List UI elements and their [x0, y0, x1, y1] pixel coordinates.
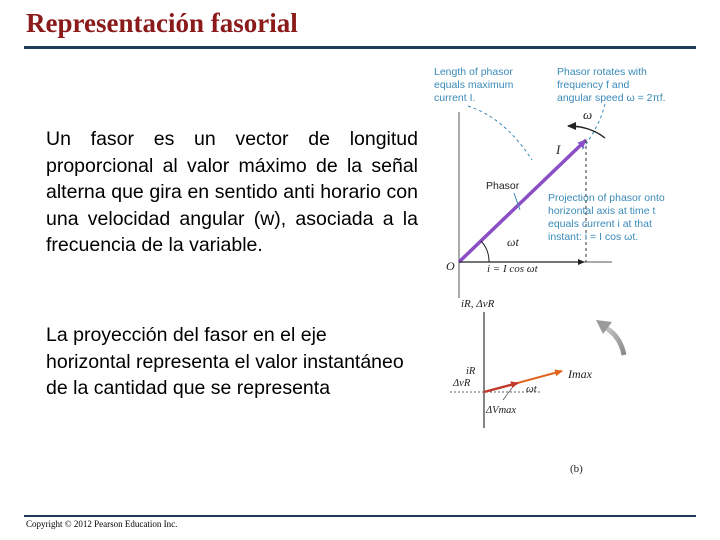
omega-rotation-arrow [568, 126, 605, 138]
footer-divider [24, 515, 696, 517]
angle-label: ωt [507, 235, 519, 249]
caption-right-line3: angular speed ω = 2πf. [557, 92, 666, 104]
phasor-label: Phasor [486, 180, 520, 192]
projection-note-line3: equals current i at that [548, 218, 652, 230]
projection-label: i = I cos ωt [487, 263, 538, 275]
projection-explanation-text: La proyección del fasor en el eje horizontal representa el valor instantáneo de la cantidad que se representa [46, 324, 404, 399]
caption-pointer-left [468, 106, 532, 160]
caption-left-line3: current I. [434, 92, 476, 104]
caption-right-line2: frequency f and [557, 79, 630, 91]
ir-label: iR [466, 366, 476, 377]
rotation-arc-icon [604, 327, 624, 355]
vmax-label-pointer [503, 388, 512, 400]
dvr-label: ΔvR [453, 378, 471, 389]
imax-label: Imax [568, 367, 592, 381]
figure-b-caption: (b) [570, 463, 583, 475]
caption-left-line2: equals maximum [434, 79, 514, 91]
projection-note-line1: Projection of phasor onto [548, 192, 665, 204]
angle-arc [481, 241, 489, 262]
phasor-magnitude-label: I [556, 142, 561, 157]
origin-label: O [446, 259, 455, 273]
page-title: Representación fasorial [26, 8, 298, 38]
vmax-label: ΔVmax [486, 405, 517, 416]
projection-note-line4: instant: i = I cos ωt. [548, 231, 639, 243]
omega-label: ω [583, 107, 593, 122]
caption-left-line1: Length of phasor [434, 66, 513, 78]
figure-b-axis-label: iR, ΔvR [461, 298, 495, 310]
phasor-definition-text: Un fasor es un vector de longitud proporcional al valor máximo de la señal alterna que gira en sentido anti horario con una velocidad angular (w), asociada a la frecuencia de la variable. [46, 128, 418, 256]
figure-a [434, 66, 666, 298]
figure-b-angle-label: ωt [526, 383, 537, 395]
caption-right-line1: Phasor rotates with [557, 66, 647, 78]
projection-note-line2: horizontal axis at time t [548, 205, 656, 217]
figure-b [450, 298, 624, 475]
vmax-vector [484, 383, 518, 392]
copyright-notice: Copyright © 2012 Pearson Education Inc. [26, 519, 178, 529]
